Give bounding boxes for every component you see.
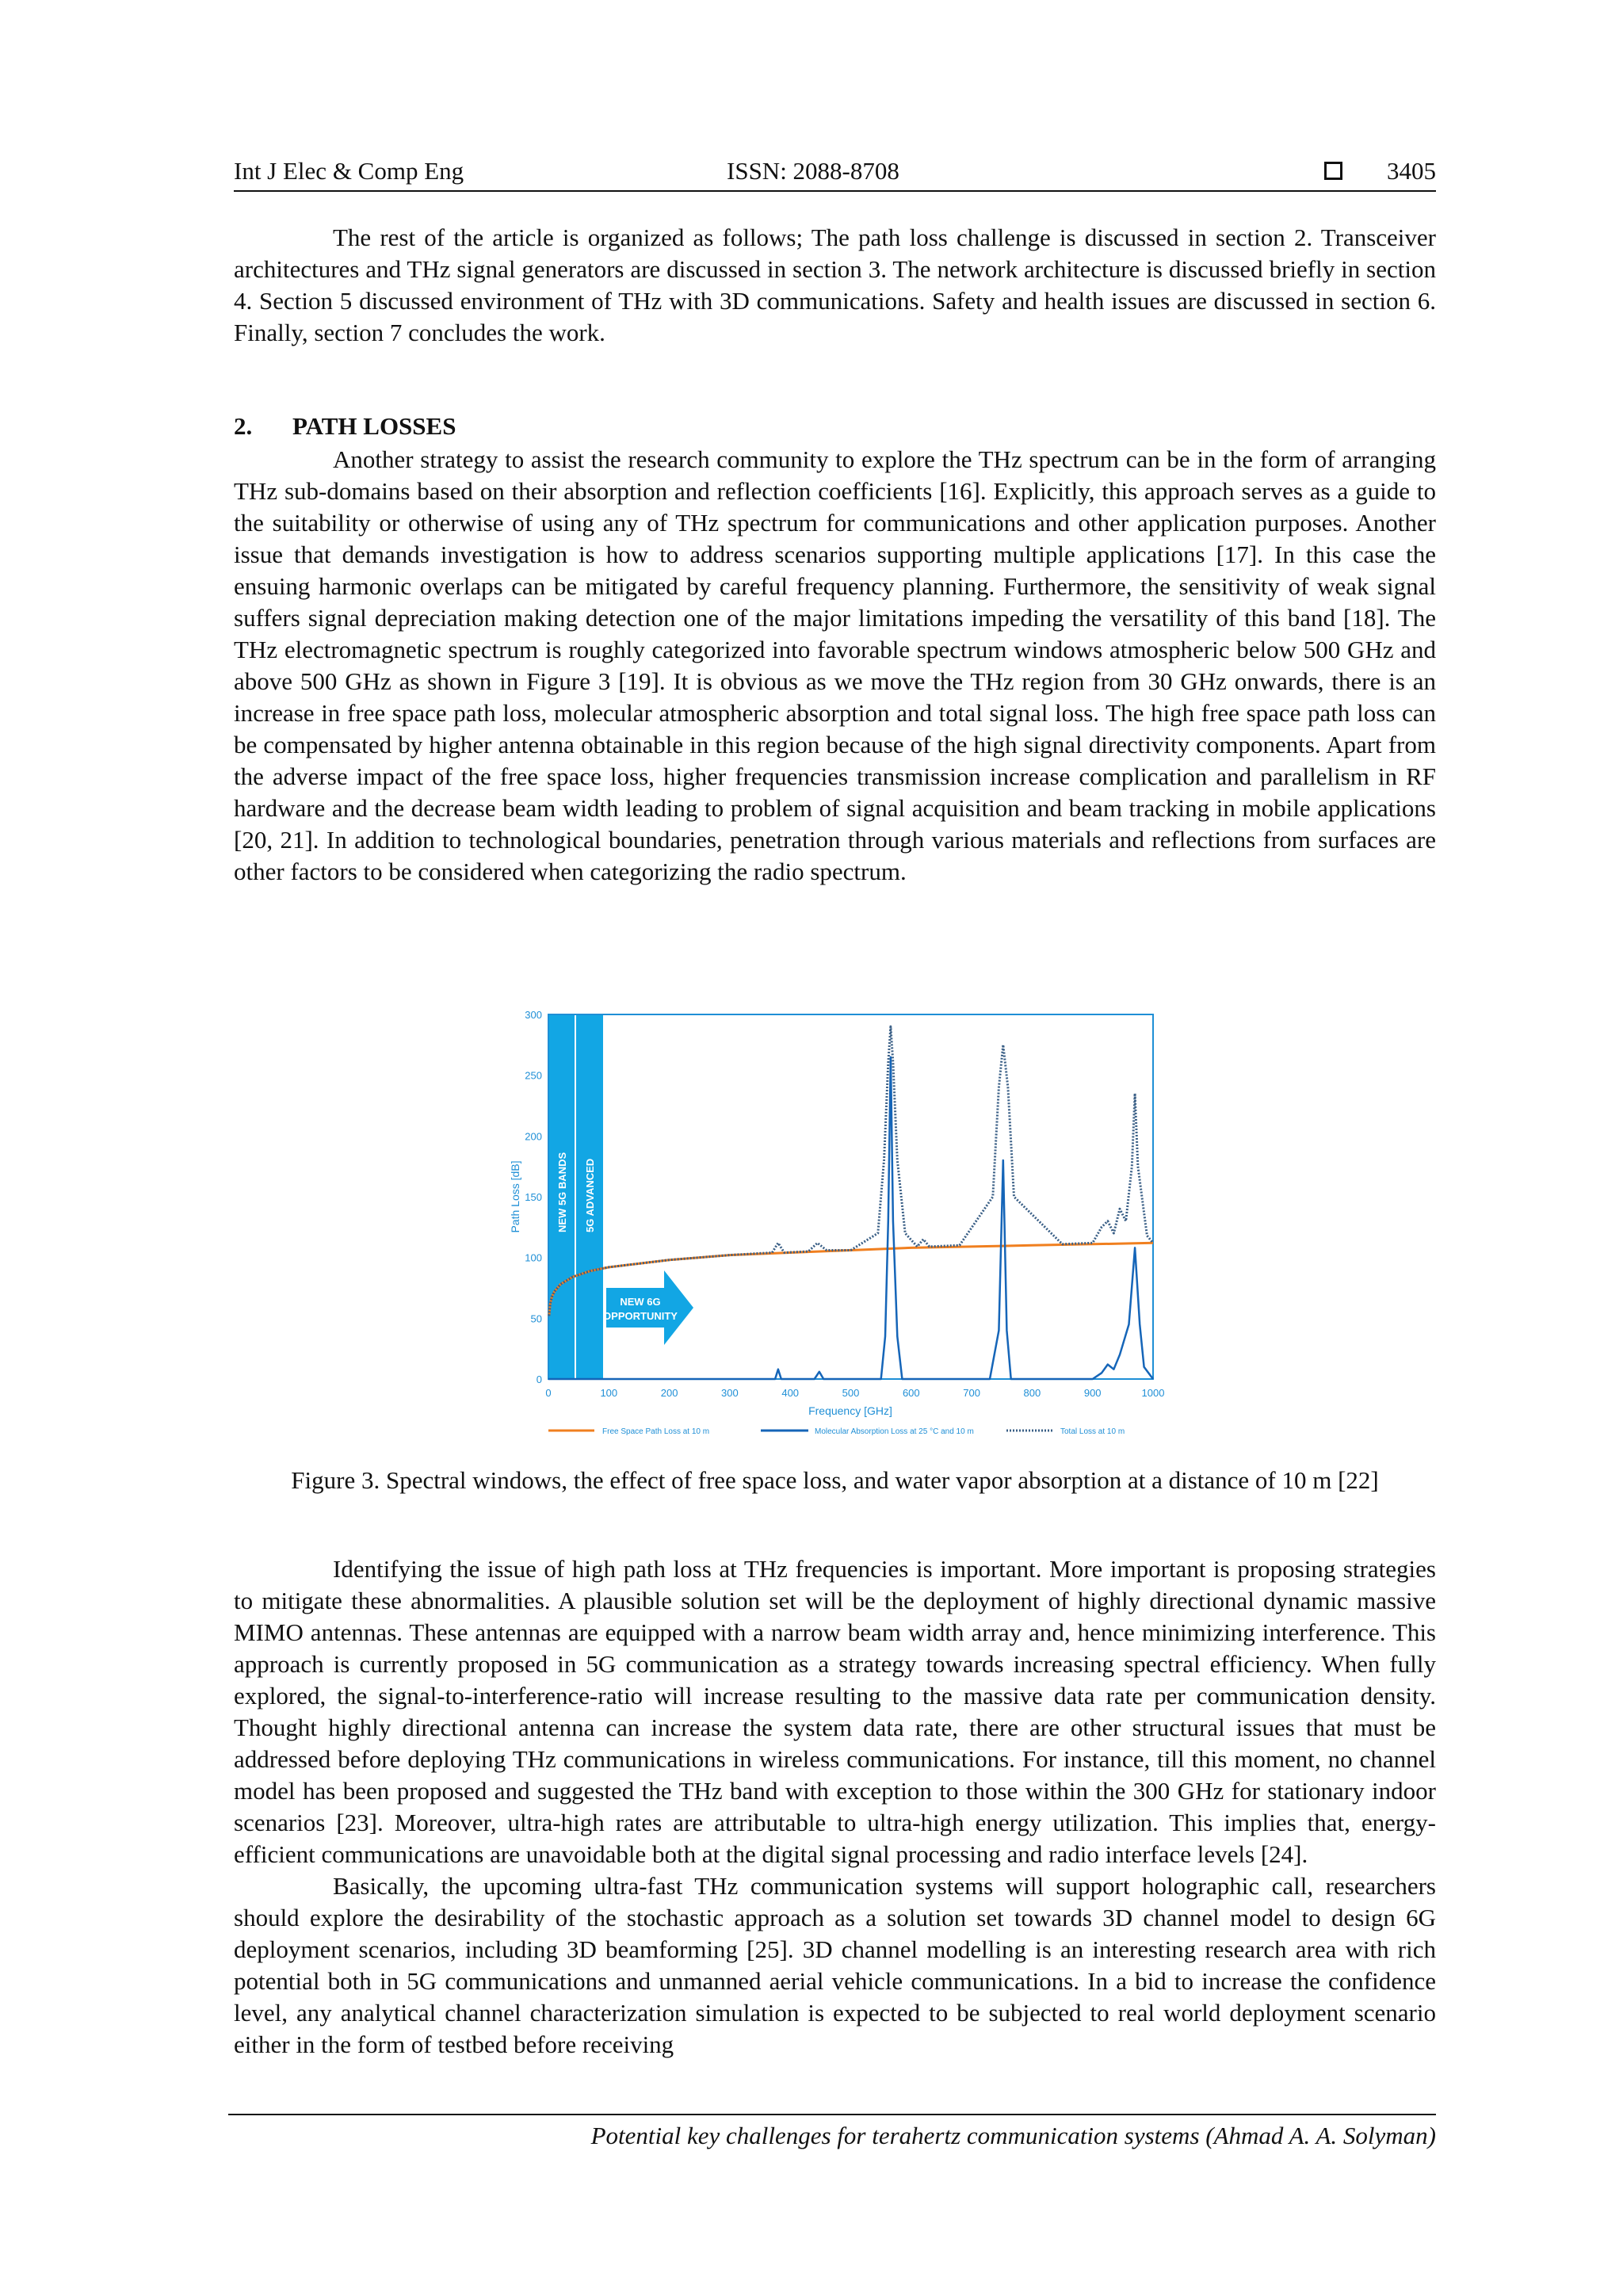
page-header (234, 154, 1436, 189)
y-tick-label: 0 (536, 1373, 542, 1385)
section-title: PATH LOSSES (292, 412, 456, 440)
checkbox-square-icon (1324, 162, 1342, 180)
section-heading (234, 412, 456, 441)
ticks-layer (525, 1009, 1164, 1399)
footer-text: Potential key challenges for terahertz communication systems (Ahmad A. A. Solyman) (590, 2122, 1436, 2149)
molecular-absorption-line (548, 1057, 1153, 1379)
x-tick-label: 900 (1083, 1387, 1102, 1399)
issn: ISSN: 2088-8708 (727, 157, 899, 185)
section-paragraph: Another strategy to assist the research community to explore the THz spectrum can be in the form of arranging THz sub-domains based on their absorption and reflection coefficients [16]. Explicitly, this approach serves as a guide to the suitability or otherwise of using any of THz spectrum for communications and other application purposes. Another issue that demands investigation is how to address scenarios supporting multiple applications [17]. In this case the ensuing harmonic overlaps can be mitigated by careful frequency planning. Furthermore, the sensitivity of weak signal suffers signal depreciation making detection one of the major limitations impeding the versatility of this band [18]. The THz electromagnetic spectrum is roughly categorized into favorable spectrum windows atmospheric below 500 GHz and above 500 GHz as shown in Figure 3 [19]. It is obvious as we move the THz region from 30 GHz onwards, there is an increase in free space path loss, molecular atmospheric absorption and total signal loss. The high free space path loss can be compensated by higher antenna obtainable in this region because of the high signal directivity components. Apart from the adverse impact of the free space loss, higher frequencies transmission increase complication and parallelism in RF hardware and the decrease beam width leading to problem of signal acquisition and beam tracking in mobile applications [20, 21]. In addition to technological boundaries, penetration through various materials and reflections from surfaces are other factors to be considered when categorizing the radio spectrum. (234, 445, 1436, 885)
path-loss-chart (499, 1007, 1173, 1438)
x-tick-label: 0 (545, 1387, 552, 1399)
figure-3 (499, 1007, 1173, 1438)
paragraph-basically: Basically, the upcoming ultra-fast THz communication systems will support holographic call, researchers should explore the desirability of the stochastic approach as a solution set towards 3D channel model to design 6G deployment scenarios, including 3D beamforming [25]. 3D channel modelling is an interesting research area with rich potential both in 5G communications and unmanned aerial vehicle communications. In a bid to increase the confidence level, any analytical channel characterization simulation is expected to be subjected to real world deployment scenario either in the form of testbed before receiving (234, 1872, 1436, 2058)
arrow-label-line2: OPPORTUNITY (603, 1310, 678, 1322)
legend-label-total: Total Loss at 10 m (1060, 1427, 1125, 1436)
x-tick-label: 500 (842, 1387, 860, 1399)
total-loss-line (549, 1026, 1153, 1316)
x-axis-label: Frequency [GHz] (808, 1404, 892, 1417)
page-number: 3405 (1387, 157, 1436, 185)
y-axis-label: Path Loss [dB] (509, 1160, 521, 1233)
intro-paragraph-block (234, 222, 1436, 349)
x-tick-label: 600 (902, 1387, 920, 1399)
footer-rule (228, 2114, 1436, 2115)
x-tick-label: 400 (781, 1387, 800, 1399)
x-tick-label: 100 (600, 1387, 618, 1399)
legend-label-molecular: Molecular Absorption Loss at 25 °C and 10 m (815, 1427, 974, 1436)
arrow-label-line1: NEW 6G (620, 1296, 661, 1308)
x-tick-label: 800 (1023, 1387, 1041, 1399)
y-tick-label: 100 (525, 1251, 542, 1264)
legend-label-free-space: Free Space Path Loss at 10 m (602, 1427, 710, 1436)
journal-name: Int J Elec & Comp Eng (234, 157, 464, 185)
section-paragraph-block (234, 444, 1436, 888)
y-tick-label: 150 (525, 1191, 542, 1203)
header-rule (234, 190, 1436, 192)
figure-caption: Figure 3. Spectral windows, the effect of free space loss, and water vapor absorption at a distance of 10 m [22] (291, 1466, 1379, 1494)
section-number: 2. (234, 412, 253, 440)
y-tick-label: 200 (525, 1130, 542, 1143)
x-tick-label: 200 (660, 1387, 678, 1399)
5g-advanced-label: 5G ADVANCED (584, 1158, 596, 1232)
new-6g-opportunity-arrow (606, 1270, 693, 1345)
paragraph-identifying-path-loss: Identifying the issue of high path loss at THz frequencies is important. More important is proposing strategies to mitigate these abnormalities. A plausible solution set will be the deployment of highly directional dynamic massive MIMO antennas. These antennas are equipped with a narrow beam width array and, hence minimizing interference. This approach is currently proposed in 5G communication as a strategy towards increasing spectral efficiency. When fully explored, the signal-to-interference-ratio will increase resulting to the massive data rate per communication density. Thought highly directional antenna can increase the system data rate, there are other structural issues that must be addressed before deploying THz communications in wireless communications. For instance, till this moment, no channel model has been proposed and suggested the THz band with exception to those within the 300 GHz for stationary indoor scenarios [23]. Moreover, ultra-high rates are attributable to ultra-high energy utilization. This implies that, energy-efficient communications are unavoidable both at the digital signal processing and radio interface levels [24]. (234, 1555, 1436, 1868)
y-tick-label: 50 (530, 1312, 542, 1325)
body-paragraphs-block (234, 1553, 1436, 2061)
y-tick-label: 250 (525, 1069, 542, 1082)
x-tick-label: 300 (721, 1387, 739, 1399)
intro-paragraph: The rest of the article is organized as follows; The path loss challenge is discussed in section 2. Transceiver architectures and THz signal generators are discussed in section 3. The network architecture is discussed briefly in section 4. Section 5 discussed environment of THz with 3D communications. Safety and health issues are discussed in section 6. Finally, section 7 concludes the work. (234, 223, 1436, 346)
new-5g-bands-label: NEW 5G BANDS (556, 1152, 568, 1232)
x-tick-label: 1000 (1141, 1387, 1165, 1399)
y-tick-label: 300 (525, 1009, 542, 1021)
x-tick-label: 700 (963, 1387, 980, 1399)
